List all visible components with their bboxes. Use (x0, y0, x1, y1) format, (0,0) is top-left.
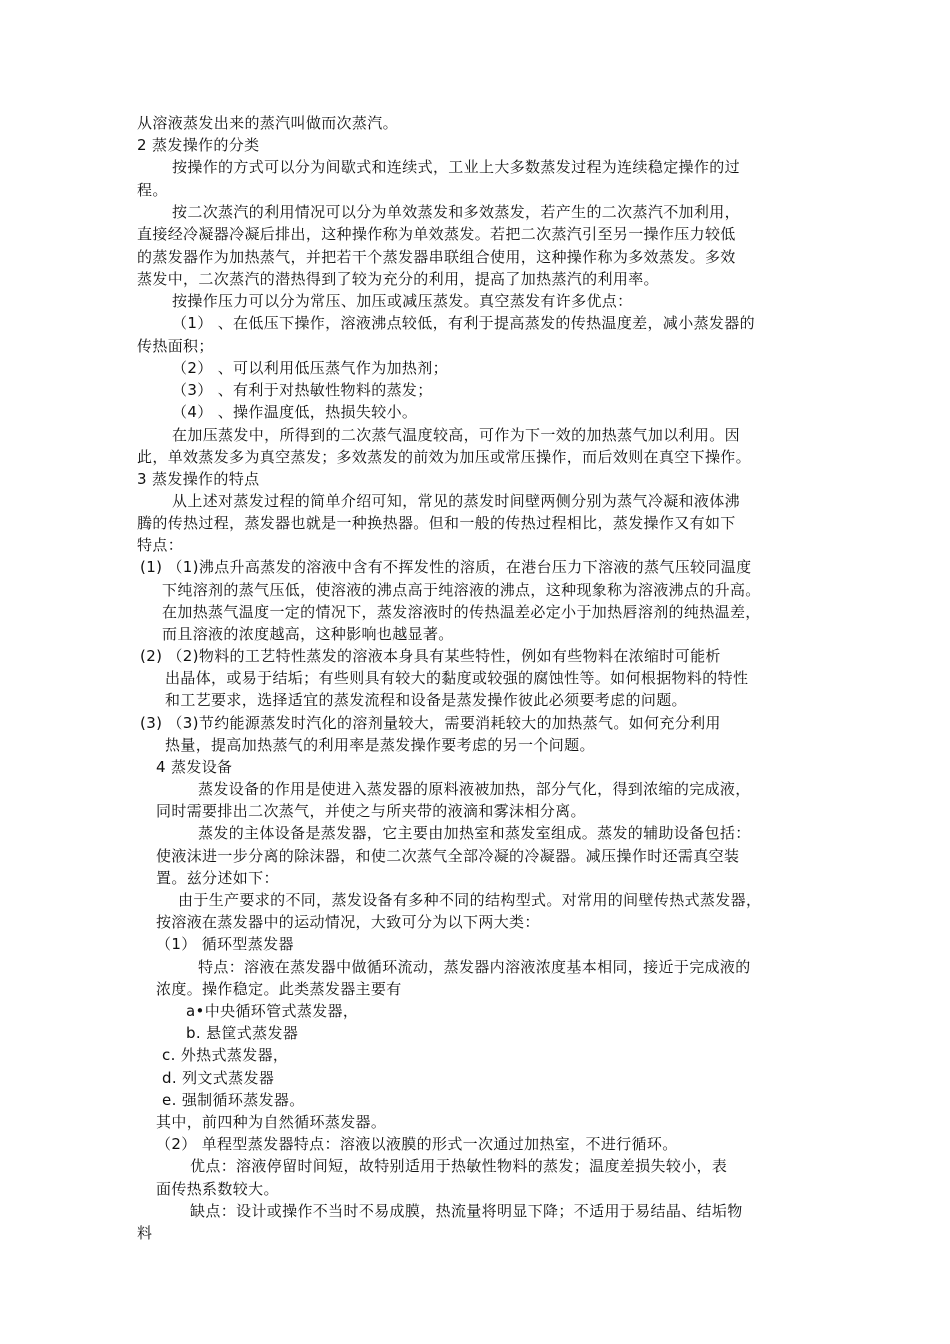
text-line: 在加热蒸气温度一定的情况下，蒸发溶液时的传热温差必定小于加热唇溶剂的纯热温差， (162, 603, 761, 621)
text-line: 使液沫进一步分离的除沫器，和使二次蒸气全部冷凝的冷凝器。减压操作时还需真空装 (156, 847, 740, 865)
text-line: 蒸发中，二次蒸汽的潜热得到了较为充分的利用，提高了加热蒸汽的利用率。 (137, 270, 659, 288)
text-line: 在加压蒸发中，所得到的二次蒸气温度较高，可作为下一效的加热蒸气加以利用。因 (172, 426, 740, 444)
section-heading: 4 蒸发设备 (156, 758, 233, 776)
text-line: 按操作压力可以分为常压、加压或减压蒸发。真空蒸发有许多优点： (172, 292, 633, 310)
text-line: 腾的传热过程，蒸发器也就是一种换热器。但和一般的传热过程相比，蒸发操作又有如下 (137, 514, 736, 532)
text-line: 特点：溶液在蒸发器中做循环流动，蒸发器内溶液浓度基本相同，接近于完成液的 (198, 958, 751, 976)
text-line: 优点：溶液停留时间短，故特别适用于热敏性物料的蒸发；温度差损失较小，表 (190, 1157, 728, 1175)
text-line: 面传热系数较大。 (156, 1180, 279, 1198)
list-item: b. 悬筐式蒸发器 (186, 1024, 299, 1042)
text-line: 出晶体，或易于结垢；有些则具有较大的黏度或较强的腐蚀性等。如何根据物料的特性 (165, 669, 749, 687)
text-line: 而且溶液的浓度越高，这种影响也越显著。 (162, 625, 454, 643)
text-line: 蒸发设备的作用是使进入蒸发器的原料液被加热，部分气化，得到浓缩的完成液， (198, 780, 751, 798)
text-line: 蒸发的主体设备是蒸发器，它主要由加热室和蒸发室组成。蒸发的辅助设备包括： (198, 824, 751, 842)
text-line: 按操作的方式可以分为间歇式和连续式，工业上大多数蒸发过程为连续稳定操作的过 (172, 158, 740, 176)
text-line: 的蒸发器作为加热蒸气，并把若干个蒸发器串联组合使用，这种操作称为多效蒸发。多效 (137, 248, 736, 266)
text-line: 由于生产要求的不同，蒸发设备有多种不同的结构型式。对常用的间壁传热式蒸发器， (178, 891, 762, 909)
list-item: d. 列文式蒸发器 (162, 1069, 275, 1087)
text-line: 料 (137, 1224, 153, 1242)
text-line: 程。 (137, 181, 168, 199)
list-item: (3) （3)节约能源蒸发时汽化的溶剂量较大，需要消耗较大的加热蒸气。如何充分利用 (140, 714, 721, 732)
list-item: (1) （1)沸点升高蒸发的溶液中含有不挥发性的溶质，在港台压力下溶液的蒸气压较同温度 (140, 558, 752, 576)
list-item: a•中央循环管式蒸发器， (186, 1002, 359, 1020)
text-line: 按二次蒸汽的利用情况可以分为单效蒸发和多效蒸发，若产生的二次蒸汽不加利用， (172, 203, 740, 221)
text-line: 直接经冷凝器冷凝后排出，这种操作称为单效蒸发。若把二次蒸汽引至另一操作压力较低 (137, 225, 736, 243)
list-item: （1） 、在低压下操作，溶液沸点较低，有利于提高蒸发的传热温度差，减小蒸发器的 (172, 314, 755, 332)
text-line: 其中，前四种为自然循环蒸发器。 (156, 1113, 387, 1131)
section-heading: 2 蒸发操作的分类 (137, 136, 260, 154)
list-item: （3） 、有利于对热敏性物料的蒸发； (172, 381, 433, 399)
list-item: c. 外热式蒸发器， (162, 1046, 289, 1064)
text-line: 从上述对蒸发过程的简单介绍可知，常见的蒸发时间壁两侧分别为蒸气冷凝和液体沸 (172, 492, 740, 510)
text-line: 置。兹分述如下： (156, 869, 279, 887)
text-line: 此，单效蒸发多为真空蒸发；多效蒸发的前效为加压或常压操作，而后效则在真空下操作。 (137, 448, 752, 466)
text-line: 同时需要排出二次蒸气，并使之与所夹带的液滴和雾沫相分离。 (156, 802, 586, 820)
list-item: (2) （2)物料的工艺特性蒸发的溶液本身具有某些特性，例如有些物料在浓缩时可能析 (140, 647, 721, 665)
list-item: （4） 、操作温度低，热损失较小。 (172, 403, 418, 421)
text-line: 特点： (137, 536, 184, 554)
text-line: 按溶液在蒸发器中的运动情况，大致可分为以下两大类： (156, 913, 540, 931)
list-item: e. 强制循环蒸发器。 (162, 1091, 305, 1109)
list-item: （1） 循环型蒸发器 (156, 935, 294, 953)
text-line: 和工艺要求，选择适宜的蒸发流程和设备是蒸发操作彼此必须要考虑的问题。 (165, 691, 687, 709)
text-line: 下纯溶剂的蒸气压低，使溶液的沸点高于纯溶液的沸点，这种现象称为溶液沸点的升高。 (162, 581, 761, 599)
text-line: 热量，提高加热蒸气的利用率是蒸发操作要考虑的另一个问题。 (165, 736, 595, 754)
text-line: 从溶液蒸发出来的蒸汽叫做而次蒸汽。 (137, 114, 398, 132)
text-line: 传热面积； (137, 337, 214, 355)
list-item: （2） 单程型蒸发器特点：溶液以液膜的形式一次通过加热室，不进行循环。 (156, 1135, 678, 1153)
text-line: 浓度。操作稳定。此类蒸发器主要有 (156, 980, 402, 998)
list-item: （2） 、可以利用低压蒸气作为加热剂； (172, 359, 448, 377)
section-heading: 3 蒸发操作的特点 (137, 470, 260, 488)
text-line: 缺点：设计或操作不当时不易成膜，热流量将明显下降；不适用于易结晶、结垢物 (190, 1202, 743, 1220)
